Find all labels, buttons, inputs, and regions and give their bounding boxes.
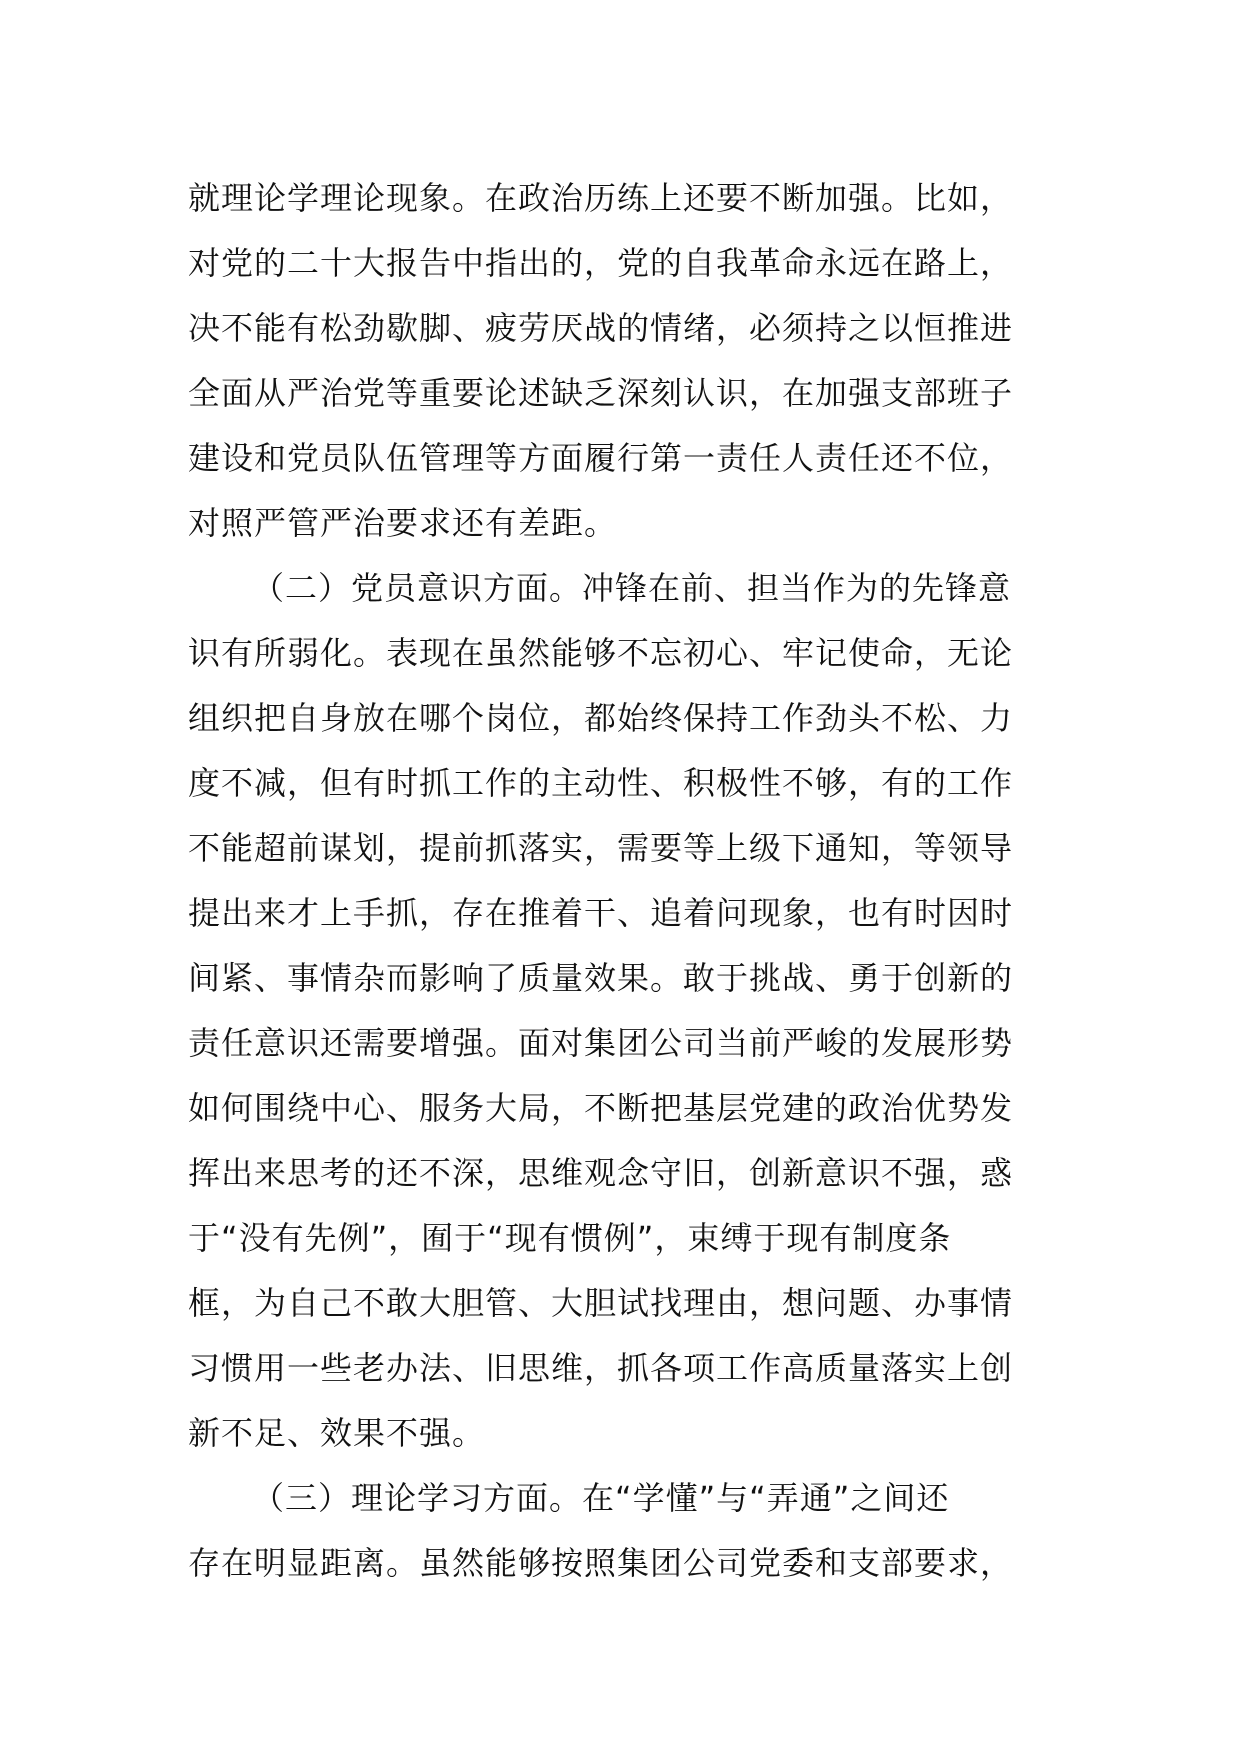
text-line: 就理论学理论现象。在政治历练上还要不断加强。比如， — [188, 179, 1014, 217]
document-body — [188, 166, 1056, 1596]
section-heading-line: （二）党员意识方面。冲锋在前、担当作为的先锋意 — [252, 569, 1012, 607]
text-line: 间紧、事情杂而影响了质量效果。敢于挑战、勇于创新的 — [188, 959, 1014, 997]
section-heading-line: （三）理论学习方面。在“学懂”与“弄通”之间还 — [252, 1479, 950, 1517]
text-line: 习惯用一些老办法、旧思维，抓各项工作高质量落实上创 — [188, 1349, 1014, 1387]
text-line: 挥出来思考的还不深，思维观念守旧，创新意识不强，惑 — [188, 1154, 1014, 1192]
text-line: 框，为自己不敢大胆管、大胆试找理由，想问题、办事情 — [188, 1284, 1014, 1322]
text-line: 提出来才上手抓，存在推着干、追着问现象，也有时因时 — [188, 894, 1014, 932]
text-line: 对党的二十大报告中指出的，党的自我革命永远在路上， — [188, 244, 1014, 282]
text-line: 于“没有先例”，囿于“现有惯例”，束缚于现有制度条 — [188, 1219, 952, 1257]
text-line: 度不减，但有时抓工作的主动性、积极性不够，有的工作 — [188, 764, 1014, 802]
text-line: 对照严管严治要求还有差距。 — [188, 504, 618, 542]
text-line: 存在明显距离。虽然能够按照集团公司党委和支部要求， — [188, 1544, 1014, 1582]
text-line: 全面从严治党等重要论述缺乏深刻认识，在加强支部班子 — [188, 374, 1014, 412]
text-line: 如何围绕中心、服务大局，不断把基层党建的政治优势发 — [188, 1089, 1014, 1127]
text-line: 组织把自身放在哪个岗位，都始终保持工作劲头不松、力 — [188, 699, 1014, 737]
text-line: 建设和党员队伍管理等方面履行第一责任人责任还不位， — [188, 439, 1014, 477]
text-line: 责任意识还需要增强。面对集团公司当前严峻的发展形势 — [188, 1024, 1014, 1062]
text-line: 不能超前谋划，提前抓落实，需要等上级下通知，等领导 — [188, 829, 1014, 867]
text-line: 新不足、效果不强。 — [188, 1414, 486, 1452]
text-line: 决不能有松劲歇脚、疲劳厌战的情绪，必须持之以恒推进 — [188, 309, 1014, 347]
text-line: 识有所弱化。表现在虽然能够不忘初心、牢记使命，无论 — [188, 634, 1014, 672]
